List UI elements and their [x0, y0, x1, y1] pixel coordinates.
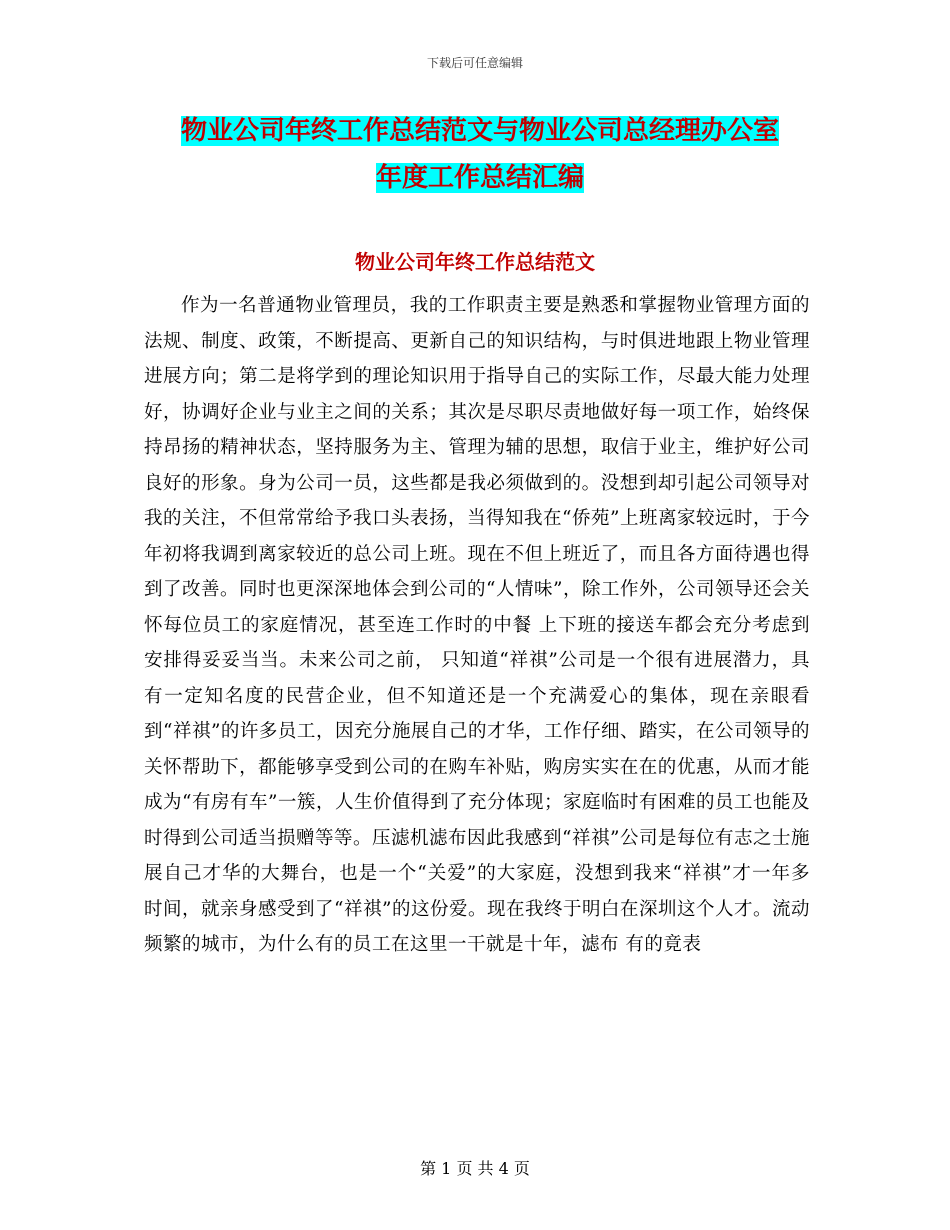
document-title-line-2: 年度工作总结汇编	[375, 163, 584, 193]
section-title: 物业公司年终工作总结范文	[355, 250, 595, 274]
document-title	[150, 108, 810, 202]
body-paragraph: 作为一名普通物业管理员，我的工作职责主要是熟悉和掌握物业管理方面的法规、制度、政策，不断提高、更新自己的知识结构，与时俱进地跟上物业管理进展方向；第二是将学到的理论知识用于指导自己的实际工作，尽最大能力处理好，协调好企业与业主之间的关系；其次是尽职尽责地做好每一项工作，始终保持昂扬的精神状态，坚持服务为主、管理为辅的思想，取信于业主，维护好公司良好的形象。身为公司一员，这些都是我必须做到的。没想到却引起公司领导对我的关注，不但常常给予我口头表扬，当得知我在“侨苑”上班离家较远时，于今年初将我调到离家较近的总公司上班。现在不但上班近了，而且各方面待遇也得到了改善。同时也更深深地体会到公司的“人情味”，除工作外，公司领导还会关怀每位员工的家庭情况，甚至连工作时的中餐 上下班的接送车都会充分考虑到安排得妥妥当当。未来公司之前， 只知道“祥祺”公司是一个很有进展潜力，具有一定知名度的民营企业，但不知道还是一个充满爱心的集体，现在亲眼看到“祥祺”的许多员工，因充分施展自己的才华，工作仔细、踏实，在公司领导的关怀帮助下，都能够享受到公司的在购车补贴，购房实实在在的优惠，从而才能成为“有房有车”一簇，人生价值得到了充分体现；家庭临时有困难的员工也能及时得到公司适当损赠等等。压滤机滤布因此我感到“祥祺”公司是每位有志之士施展自己才华的大舞台，也是一个“关爱”的大家庭，没想到我来“祥祺”才一年多时间，就亲身感受到了“祥祺”的这份爱。现在我终于明白在深圳这个人才。流动频繁的城市，为什么有的员工在这里一干就是十年，滤布 有的竟表	[144, 295, 810, 955]
header-note: 下载后可任意编辑	[426, 56, 523, 70]
document-title-line-1: 物业公司年终工作总结范文与物业公司总经理办公室	[180, 116, 779, 146]
page-footer: 第 1 页 共 4 页	[420, 1159, 530, 1178]
